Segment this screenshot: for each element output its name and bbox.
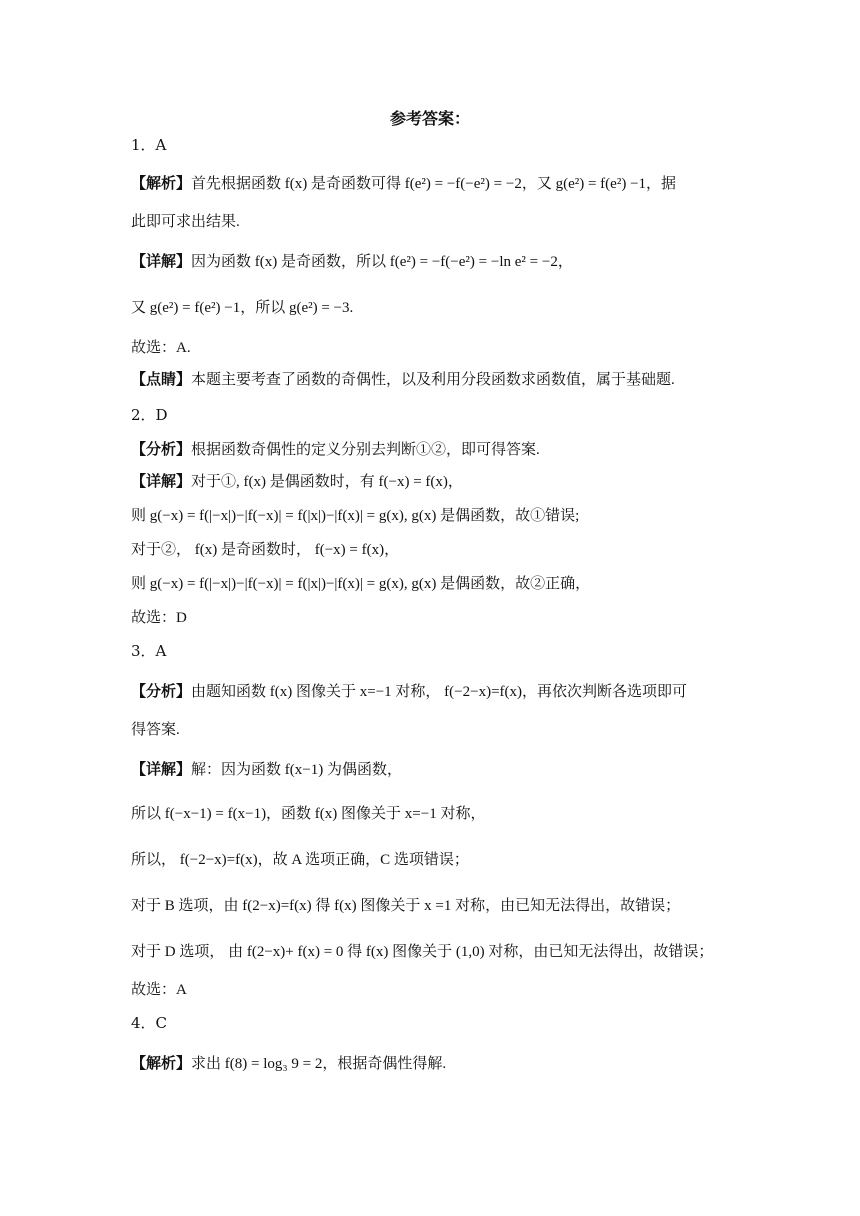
text-line [131,470,740,493]
text-line [131,438,740,461]
line-text: 故选：D [131,610,187,626]
text-line [131,940,740,963]
text-line [131,606,740,629]
line-text: 根据函数奇偶性的定义分别去判断①②，即可得答案. [191,442,540,458]
section-tag: 【解析】 [131,174,192,192]
line-text: 对于 D 选项， 由 f(2−x)+ f(x) = 0 得 f(x) 图像关于 (1,0) 对称，由已知无法得出，故错误； [131,944,714,960]
section-tag: 【分析】 [131,682,192,700]
line-text: 所以 f(−x−1) = f(x−1)，函数 f(x) 图像关于 x=−1 对称， [131,806,486,822]
line-text: 所以， f(−2−x)=f(x)，故 A 选项正确，C 选项错误； [131,852,469,868]
section-tag: 【解析】 [131,1054,192,1072]
text-line [131,802,740,825]
text-line [131,572,740,595]
line-text: 得答案. [131,722,180,738]
text-line [131,368,740,391]
text-line [131,172,740,195]
text-line [131,250,740,273]
line-text: 故选：A [131,982,187,998]
section-tag: 【点睛】 [131,370,192,388]
line-text: 对于①, f(x) 是偶函数时，有 f(−x) = f(x)， [191,474,463,490]
line-text: 4．C [131,1014,168,1032]
text-line [131,758,740,781]
line-text: 首先根据函数 f(x) 是奇函数可得 f(e²) = −f(−e²) = −2，又 g(e²) = f(e²) −1，据 [191,176,677,192]
section-tag: 【详解】 [131,472,192,490]
answer-1-label [131,134,740,156]
line-text: 又 g(e²) = f(e²) −1，所以 g(e²) = −3. [131,300,354,316]
line-text: 解：因为函数 f(x−1) 为偶函数， [191,762,402,778]
section-tag: 【详解】 [131,760,192,778]
text-line [131,978,740,1001]
section-tag: 【分析】 [131,440,192,458]
line-text: 则 g(−x) = f(|−x|)−|f(−x)| = f(|x|)−|f(x)| = g(x), g(x) 是偶函数，故②正确， [131,576,591,592]
line-text: 由题知函数 f(x) 图像关于 x=−1 对称， f(−2−x)=f(x)，再依次判断各选项即可 [191,684,688,700]
answer-4-label [131,1012,740,1034]
line-text: 本题主要考查了函数的奇偶性，以及利用分段函数求函数值，属于基础题. [191,372,675,388]
line-text: 故选：A. [131,340,191,356]
answer-heading: 参考答案： [389,109,470,128]
text-line [131,718,740,741]
text-line [131,1052,740,1075]
line-text: 2．D [131,406,168,424]
text-line [131,680,740,703]
section-tag: 【详解】 [131,252,192,270]
text-line [131,336,740,359]
answer-2-label [131,404,740,426]
line-text: 求出 f(8) = log₃ 9 = 2，根据奇偶性得解. [191,1056,447,1072]
text-line [131,848,740,871]
line-text: 3．A [131,642,167,660]
line-text: 此即可求出结果. [131,214,240,230]
line-text: 对于 B 选项，由 f(2−x)=f(x) 得 f(x) 图像关于 x =1 对称，由已知无法得出，故错误； [131,898,681,914]
line-text: 1．A [131,136,167,154]
text-line [131,504,740,527]
line-text: 因为函数 f(x) 是奇函数，所以 f(e²) = −f(−e²) = −ln e² = −2， [191,254,573,270]
text-line [131,894,740,917]
line-text: 对于②， f(x) 是奇函数时， f(−x) = f(x)， [131,542,400,558]
answer-3-label [131,640,740,662]
text-line [131,538,740,561]
line-text: 则 g(−x) = f(|−x|)−|f(−x)| = f(|x|)−|f(x)| = g(x), g(x) 是偶函数，故①错误; [131,508,580,524]
text-line [131,296,740,319]
text-line [131,210,740,233]
